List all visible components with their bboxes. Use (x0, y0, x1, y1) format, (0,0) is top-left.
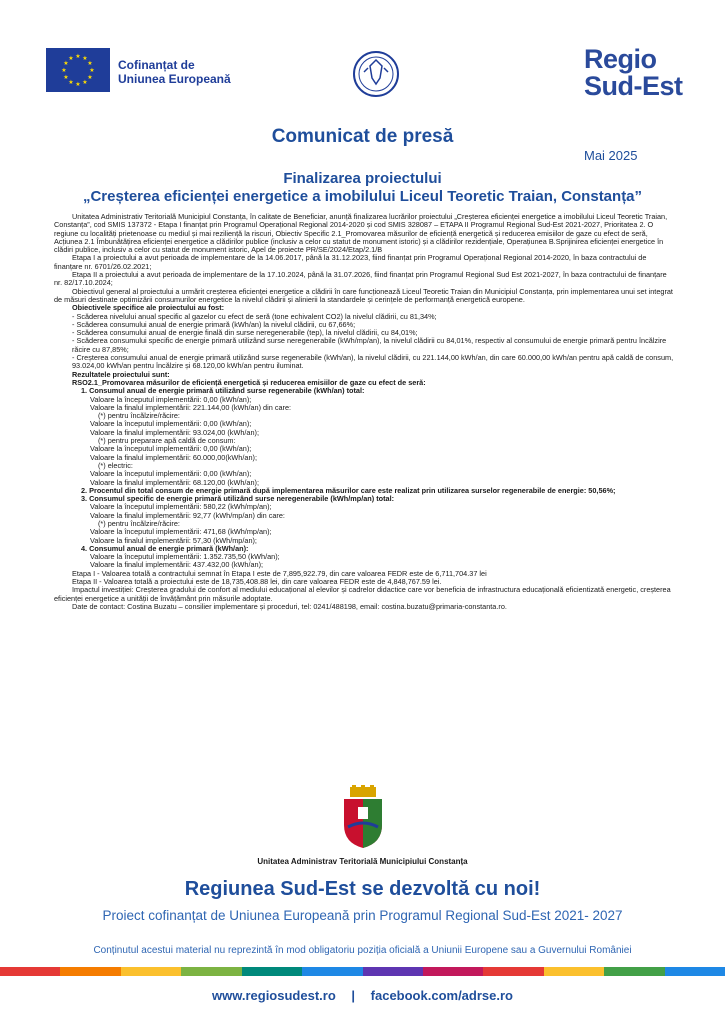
result-title: 3. Consumul specific de energie primară utilizând surse neregenerabile (kWh/mp/an) total: (81, 494, 395, 504)
intro-paragraph: Unitatea Administrativ Teritorială Municipiul Constanța, în calitate de Beneficiar, anunță finalizarea lucrărilor proiectului „Creșterea eficienței energetice a imobilului Liceul Teoretic Traian, Constanța”, cod SMIS 137372 - Etapa I finanțat prin Programul Operațional Regional 2014-2020 și cod SMIS 328087 – ETAPA II Programul Regional Sud-Est 2021-2027, Prioritatea 2. O regiune cu localități prietenoase cu mediul și mai reziliență la riscuri, Obiectiv Specific 2.1_Promovarea măsurilor de eficiență energetică și reducerea emisiilor de gaze cu efect de seră, Acțiunea 2.1 Îmbunătățirea eficienței energetice a clădirilor publice (inclusiv a celor cu statut de monument istoric) și a clădirilor rezidențiale, Operațiunea B.Sprijinirea eficienței energetice în clădiri publice, inclusiv a celor cu statut de monument istoric, Apel de proiecte PR/SE/2024/Etap/2.1/B (54, 212, 668, 255)
result-value: Valoare la începutul implementării: 0,00 (kWh/an); (90, 469, 252, 479)
press-date: Mai 2025 (584, 148, 638, 163)
result-value: Valoare la finalul implementării: 60.000,00(kWh/an); (90, 452, 257, 462)
result-value: Valoare la finalul implementării: 68.120,00 (kWh/an); (90, 477, 259, 487)
objective-item: - Scăderea consumului anual de energie primară (kWh/an) la nivelul clădirii, cu 67,66%; (72, 319, 356, 329)
objective-item: - Creșterea consumului anual de energie primară utilizând surse regenerabile (kWh/an), la nivelul clădirii, cu 221.144,00 kWh/an, din care 60.000,00 kWh/an pentru apă caldă de consum, 93.024,00 kWh/an pentru încălzire și 68.120,00 kWh/an pentru iluminat. (72, 353, 674, 371)
header (0, 0, 725, 120)
eu-cofinance-label: Cofinanțat de Uniunea Europeană (118, 58, 231, 86)
objectives-title: Obiectivele specifice ale proiectului au fost: (72, 303, 225, 313)
svg-text:★: ★ (68, 55, 74, 62)
svg-text:★: ★ (87, 60, 93, 67)
press-body (54, 213, 674, 611)
result-subtitle: (*) pentru încălzire/răcire: (98, 411, 180, 421)
result-subtitle: (*) electric: (98, 460, 133, 470)
regio-sud-est-logo: Regio Sud-Est (584, 44, 683, 101)
result-subtitle: (*) pentru încălzire/răcire: (98, 518, 180, 528)
result-value: Valoare la finalul implementării: 57,30 (kWh/mp/an); (90, 535, 257, 545)
objective-item: - Scăderea consumului anual de energie finală din surse neregenerabile (tep), la nivelul clădirii, cu 84,01%; (72, 328, 418, 338)
svg-text:★: ★ (87, 74, 93, 81)
rso-title: RSO2.1_Promovarea măsurilor de eficiență energetică și reducerea emisiilor de gaze cu efect de seră: (72, 377, 426, 387)
svg-text:★: ★ (63, 60, 69, 67)
result-value: Valoare la începutul implementării: 471,68 (kWh/mp/an); (90, 527, 272, 537)
svg-text:★: ★ (89, 67, 95, 74)
eu-flag-icon (46, 48, 110, 92)
result-value: Valoare la începutul implementării: 1.352.735,50 (kWh/an); (90, 552, 280, 562)
stage1-value: Etapa I - Valoarea totală a contractului semnat în Etapa I este de 7,895,922.79, din care valoarea FEDR este de 6,711,704.37 lei (72, 568, 487, 578)
svg-text:★: ★ (63, 74, 69, 81)
svg-text:★: ★ (68, 79, 74, 86)
results-title: Rezultatele proiectului sunt: (72, 369, 170, 379)
result-value: Valoare la începutul implementării: 580,22 (kWh/mp/an); (90, 502, 272, 512)
result-value: Valoare la finalul implementării: 221.144,00 (kWh/an) din care: (90, 402, 292, 412)
constanta-coat-of-arms-icon (340, 785, 386, 849)
result-title: 1. Consumul anual de energie primară utilizând surse regenerabile (kWh/an) total: (81, 386, 365, 396)
svg-text:★: ★ (82, 79, 88, 86)
cofinanced-line: Proiect cofinanțat de Uniunea Europeană prin Programul Regional Sud-Est 2021- 2027 (102, 908, 623, 923)
result-title: 2. Procentul din total consum de energie primară după implementarea măsurilor care este realizat prin utilizarea surselor regenerabile de energie: 50,56%; (81, 485, 616, 495)
uat-caption: Unitatea Administrav Teritorială Municipiului Constanța (257, 857, 468, 866)
svg-text:★: ★ (75, 81, 81, 88)
page-title: Comunicat de presă (271, 126, 454, 147)
footer-links (0, 988, 725, 1003)
result-value: Valoare la finalul implementării: 93.024,00 (kWh/an); (90, 427, 259, 437)
website-link[interactable]: www.regiosudest.ro (212, 988, 336, 1003)
disclaimer: Conținutul acestui material nu reprezintă în mod obligatoriu poziția oficială a Uniunii Europene sau a Guvernului României (93, 945, 632, 956)
result-subtitle: (*) pentru preparare apă caldă de consum: (98, 436, 236, 446)
svg-text:★: ★ (61, 67, 67, 74)
objective-item: - Scăderea nivelului anual specific al gazelor cu efect de seră (tone echivalent CO2) la nivelul clădirii, cu 81,34%; (72, 311, 437, 321)
project-heading: Finalizarea proiectului „Creșterea eficienței energetice a imobilului Liceul Teoretic Traian, Constanța” (82, 170, 643, 205)
result-value: Valoare la începutul implementării: 0,00 (kWh/an); (90, 444, 252, 454)
general-objective-paragraph: Obiectivul general al proiectului a urmărit creșterea eficienței energetice a clădirii în care funcționează Liceul Teoretic Traian din Municipiul Constanța, prin implementarea unui set integrat de măsuri destinate optimizării consumurilor energetice la nivelul clădirii și alinierii la standardele și cerințele de performanță energetică europene. (54, 286, 673, 304)
result-value: Valoare la începutul implementării: 0,00 (kWh/an); (90, 419, 252, 429)
result-title: 4. Consumul anual de energie primară (kWh/an): (81, 543, 249, 553)
stage2-value: Etapa II - Valoarea totală a proiectului este de 18,735,408.88 lei, din care valoarea FEDR este de 4,848,767.59 lei. (72, 577, 442, 587)
footer-separator: | (351, 988, 356, 1003)
objective-item: - Scăderea consumului specific de energie primară utilizând surse neregenerabile (kWh/mp/an), la nivelul clădirii cu 84,01%, respectiv al consumului de energie primară pentru încălzire răcire cu 87,85%; (72, 336, 667, 354)
result-value: Valoare la finalul implementării: 92,77 (kWh/mp/an) din care: (90, 510, 285, 520)
stage2-paragraph: Etapa II a proiectului a avut perioada de implementare de la 17.10.2024, până la 31.07.2026, fiind finanțat prin Programul Regional Sud Est 2021-2027, în baza contractului de finanțare nr. 82/17.10.2024; (54, 270, 667, 288)
government-crest-icon (352, 46, 400, 102)
rainbow-divider (0, 967, 725, 976)
facebook-link[interactable]: facebook.com/adrse.ro (370, 988, 513, 1003)
slogan: Regiunea Sud-Est se dezvoltă cu noi! (184, 878, 541, 900)
svg-text:★: ★ (82, 55, 88, 62)
contact-paragraph: Date de contact: Costina Buzatu – consilier implementare și proceduri, tel: 0241/488198, email: costina.buzatu@primaria-constanta.ro. (72, 601, 507, 611)
result-value: Valoare la finalul implementării: 437.432,00 (kWh/an); (90, 560, 264, 570)
impact-paragraph: Impactul investiției: Creșterea gradului de confort al mediului educațional al elevilor și cadrelor didactice care vor beneficia de infrastructura educațională eficientizată energetic, creșterea eficienței energetice a unității de învățământ prin măsurile adoptate. (54, 585, 671, 603)
stage1-paragraph: Etapa I a proiectului a avut perioada de implementare de la 14.06.2017, până la 31.12.2023, fiind finanțat prin Programul Operațional Regional 2014-2020, în baza contractului de finanțare nr. 6701/26.02.2021; (54, 253, 647, 271)
result-value: Valoare la începutul implementării: 0,00 (kWh/an); (90, 394, 252, 404)
svg-text:★: ★ (75, 53, 81, 60)
